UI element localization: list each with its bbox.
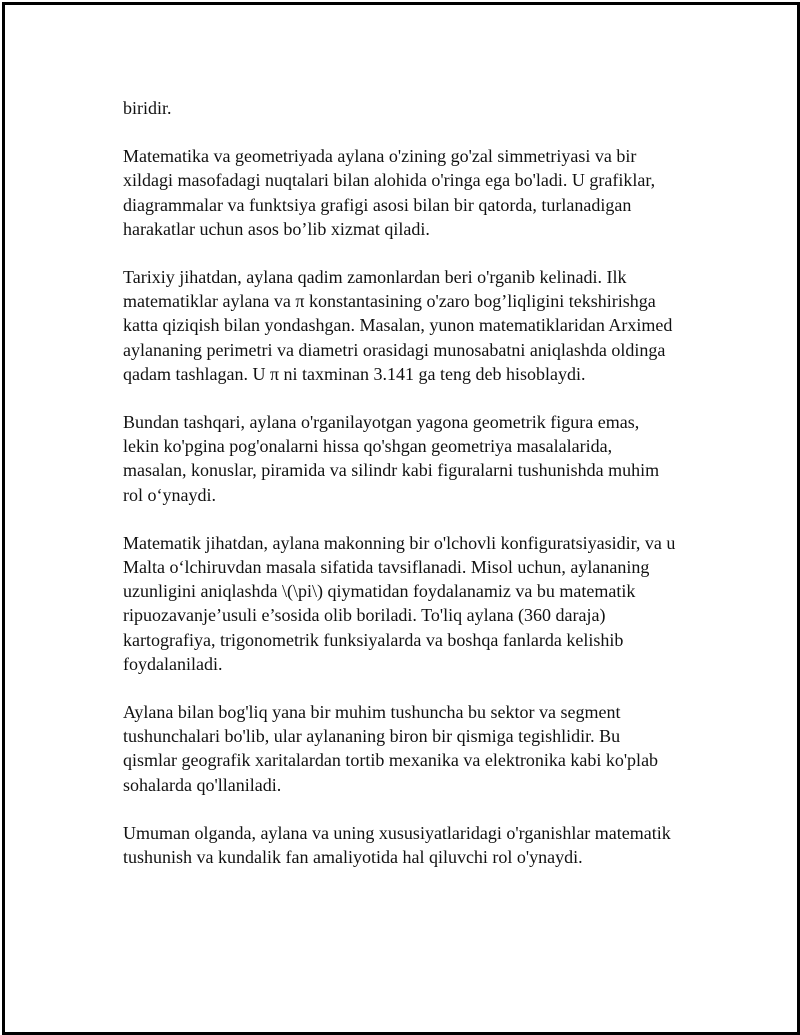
paragraph-7: Umuman olganda, aylana va uning xususiyatlaridagi o'rganishlar matematik tushunish va kundalik fan amaliyotida hal qiluvchi rol o'ynaydi. — [123, 822, 671, 868]
page-frame — [2, 2, 800, 1035]
paragraph-3: Tarixiy jihatdan, aylana qadim zamonlardan beri o'rganib kelinadi. Ilk matematiklar aylana va π konstantasining o'zaro bog’liqligini tekshirishga katta qiziqish bilan yondashgan. Masalan, yunon matematiklaridan Arximed aylananing perimetri va diametri orasidagi munosabatni aniqlashda oldinga qadam tashlagan. U π ni taxminan 3.141 ga teng deb hisoblaydi. — [123, 267, 673, 384]
paragraph-5: Matematik jihatdan, aylana makonning bir o'lchovli konfiguratsiyasidir, va u Malta o‘lchiruvdan masala sifatida tavsiflanadi. Misol uchun, aylananing uzunligini aniqlashda \(\pi\) qiymatidan foydalanamiz va bu matematik ripuozavanje’usuli e’sosida olib boriladi. To'liq aylana (360 daraja) kartografiya, trigonometrik funksiyalarda va boshqa fanlarda kelishib foydalaniladi. — [123, 532, 676, 674]
paragraph-6: Aylana bilan bog'liq yana bir muhim tushuncha bu sektor va segment tushunchalari bo'lib, ular aylananing biron bir qismiga tegishlidir. Bu qismlar geografik xaritalardan tortib mexanika va elektronika kabi ko'plab sohalarda qo'llaniladi. — [123, 702, 659, 795]
paragraph-2: Matematika va geometriyada aylana o'zining go'zal simmetriyasi va bir xildagi masofadagi nuqtalari bilan alohida o'ringa ega bo'ladi. U grafiklar, diagrammalar va funktsiya grafigi asosi bilan bir qatorda, turlanadigan harakatlar uchun asos bo’lib xizmat qiladi. — [123, 146, 656, 239]
paragraph-4: Bundan tashqari, aylana o'rganilayotgan yagona geometrik figura emas, lekin ko'pgina pog'onalarni hissa qo'shgan geometriya masalalarida, masalan, konuslar, piramida va silindr kabi figuralarni tushunishda muhim rol o‘ynaydi. — [123, 412, 660, 505]
paragraph-1: biridir. — [123, 98, 172, 118]
document-body — [123, 96, 703, 893]
